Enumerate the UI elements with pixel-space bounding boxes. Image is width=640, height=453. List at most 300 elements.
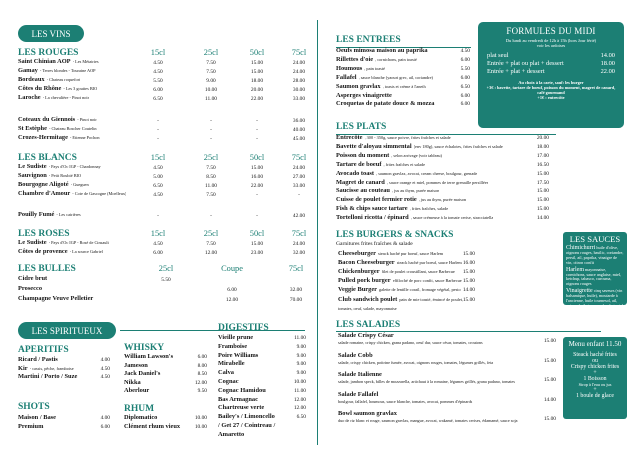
menu-item <box>336 143 526 152</box>
wine-name: Prosecco <box>18 285 43 292</box>
item-price: 14.00 <box>462 287 475 294</box>
item-desc: , toasts et crème à l'aneth <box>382 83 426 89</box>
sauces-title: LES SAUCES <box>569 234 621 244</box>
sauce-item <box>566 289 624 309</box>
item-desc: , selon arrivage (voir tableau) <box>391 152 442 158</box>
wine-desc: - Chateau roquefort <box>46 77 81 82</box>
wine-price: 12.00 <box>204 249 218 256</box>
formules-title: FORMULES DU MIDI <box>506 26 596 36</box>
enfant-l5: 1 Boisson <box>583 376 607 382</box>
salade-desc: salade, crispy chicken, poitrine fumée, avocat, oignons rouges, tomates, légumes grillés, feta <box>338 359 494 365</box>
item-name: Rillettes d'oie <box>336 55 374 63</box>
burgers-title: LES BURGERS & SNACKS <box>336 230 454 240</box>
wine-price: 24.00 <box>292 68 306 75</box>
wine-price: 32.00 <box>289 286 303 293</box>
menu-item <box>336 161 526 170</box>
salade-price: 15.00 <box>543 338 556 344</box>
wine-price: 15.00 <box>250 68 264 75</box>
salade-desc: salade romaine, crispy chicken, grana padano, oeuf dur, sauce césar, tomates, croutons <box>338 340 483 345</box>
item-name: Aberlour <box>124 387 150 395</box>
item-price: 11.00 <box>294 335 306 341</box>
wine-price: 4.50 <box>153 68 163 75</box>
item-name: Bailey's / Limoncello <box>218 413 275 421</box>
item-desc: filet de poulet croustillant, sauce Barbecue <box>381 269 455 275</box>
item-name: Chickenburger <box>338 268 380 276</box>
wine-row <box>18 239 146 248</box>
item-name: Houmous <box>336 64 363 72</box>
item-name: Tortelloni ricotta / épinard <box>336 214 409 222</box>
wine-price: 24.00 <box>292 59 306 66</box>
enfant-box <box>563 337 627 419</box>
wine-price: 4.50 <box>153 164 163 171</box>
formules-line2: voir les ardoises <box>536 43 566 48</box>
salade-name: Salade Fallafel <box>338 390 379 398</box>
wine-desc: - La source Gabriel <box>69 249 103 254</box>
wine-desc: - Les 3 gouttes BIO <box>63 86 98 91</box>
item-desc: steack haché pur boeuf, sauce Harlem <box>396 260 462 266</box>
item-name: Fish & chips sauce tartare <box>336 205 408 213</box>
item-price: 9.50 <box>197 388 207 395</box>
item-price: 18.00 <box>536 143 549 150</box>
item-price: 8.00 <box>197 362 207 369</box>
formule-row <box>483 68 619 76</box>
item-name: Asperges vinaigrette <box>336 91 392 99</box>
salade-name: Salade Italienne <box>338 371 382 378</box>
item-desc: , saumon gravlax, avocat, cream cheese, boulgour, grenade <box>376 170 478 176</box>
item-desc: , jus au thym, purée maison <box>391 188 440 194</box>
item-price: 15.00 <box>536 170 549 177</box>
item-desc: , sauce orange et miel, pommes de terre grenaille persillées <box>386 179 489 185</box>
item-price: 6.50 <box>460 83 470 90</box>
item-name: Ricard / Pastis <box>18 356 58 363</box>
wine-desc: - La chevalière - Pinot noir <box>42 95 90 100</box>
item-name: Poisson du moment <box>336 151 390 159</box>
wine-price: 4.50 <box>153 191 163 198</box>
item-price: 17.50 <box>536 179 549 186</box>
item-name: Jameson <box>124 361 148 369</box>
sauce-item <box>566 268 624 288</box>
wine-price: 30.00 <box>292 86 306 93</box>
wine-price: 45.00 <box>292 135 306 142</box>
item-price: 15.00 <box>462 251 475 257</box>
item-name: Bacon Cheeseburger <box>338 259 395 267</box>
item-price: 15.00 <box>462 269 475 276</box>
item-price: 15.00 <box>536 206 549 213</box>
salade-price: 15.00 <box>543 377 556 383</box>
wine-price: - <box>256 191 258 198</box>
wine-col-header: 25cl <box>203 229 219 238</box>
wine-price: 7.50 <box>206 164 216 171</box>
item-name: Magret de canard <box>336 178 385 186</box>
wine-row <box>18 134 146 143</box>
blancs-title: LES BLANCS <box>18 153 77 163</box>
plats-title: LES PLATS <box>336 122 387 132</box>
wine-price: - <box>298 191 300 198</box>
wine-price: 6.00 <box>153 249 163 256</box>
item-desc: , pain toasté <box>364 65 385 71</box>
item-name: Chartreuse verte <box>218 404 265 412</box>
item-name: Poire Williams <box>218 351 259 359</box>
item-price: 10.00 <box>194 423 207 430</box>
formule-price: 22.00 <box>600 68 615 75</box>
wine-row <box>18 85 146 94</box>
wine-price: 32.00 <box>292 249 306 256</box>
wine-price: - <box>256 135 258 142</box>
wine-col-header: 25cl <box>203 153 219 162</box>
item-desc: pain de mie toasté, émincé de poulet, <box>399 296 464 302</box>
item-desc: galette de lentille corail, fromage végétal, pesto <box>379 287 461 293</box>
wine-name: Chambre d'Amour <box>18 190 71 197</box>
item-name: Bas Armagnac <box>218 395 258 403</box>
menu-item <box>336 152 526 161</box>
wine-price: 42.00 <box>292 212 306 219</box>
item-desc: effiloché de porc confit, sauce Barbecue <box>392 278 462 284</box>
item-name: / Get 27 / Cointreau / <box>218 422 276 429</box>
wine-price: 40.00 <box>292 126 306 133</box>
item-price: 9.00 <box>296 352 306 359</box>
wine-name: Crozes-Hermitage <box>18 134 68 141</box>
item-price: 12.00 <box>293 405 306 412</box>
salade-price: 15.00 <box>543 357 556 364</box>
enfant-l6: Sirop à l'eau ou jus <box>578 382 612 387</box>
wine-name: Bordeaux <box>18 76 45 83</box>
wine-name: St Estèphe <box>18 125 47 132</box>
item-price: 4.50 <box>100 374 110 381</box>
item-desc: steack haché pur boeuf, sauce Harlem <box>377 251 444 256</box>
item-desc: - cassis, pêche, framboise <box>29 365 74 371</box>
wine-price: 36.00 <box>292 117 306 124</box>
wine-price: 7.50 <box>206 59 216 66</box>
wine-desc: - Les Métairies <box>72 59 99 64</box>
salade-name: Bowl saumon gravlax <box>338 410 397 417</box>
wine-name: Côtes de provence <box>18 248 68 255</box>
wine-price: - <box>157 117 159 124</box>
item-price: 11.00 <box>294 387 306 394</box>
enfant-l4: + <box>593 370 597 376</box>
item-desc: , frites fraîches, salade <box>409 206 449 212</box>
wine-price: - <box>210 135 212 142</box>
burgers-note: tomates, oeuf, salade, mayonnaise <box>338 306 397 311</box>
wine-price: 22.00 <box>250 95 264 102</box>
sauce-desc: cinq saveurs (vin balsamique, huile), moutarde à l'ancienne, huile tournesol, ail, poivre, huile tournesol, sel et miel <box>566 288 624 308</box>
wine-col-header: 75cl <box>291 48 307 57</box>
wine-name: Le Sudiste <box>18 239 47 246</box>
item-name: Entrecôte <box>336 134 363 141</box>
item-price: 4.00 <box>100 415 110 421</box>
wine-desc: - Pays d'Oc IGP - Rosé de Cinsault <box>48 240 109 245</box>
wine-row <box>18 58 146 67</box>
menu-item <box>336 205 526 214</box>
formule-row <box>483 52 619 60</box>
item-name: Vieille prune <box>218 334 254 341</box>
item-name: Oeufs mimosa maison au paprika <box>336 47 428 54</box>
item-desc: , cornichons, pain toasté <box>375 56 417 62</box>
menu-item <box>218 431 300 440</box>
wine-desc: - Pinot noir <box>77 117 97 122</box>
wine-desc: - Gueguen <box>70 182 89 187</box>
item-name: Saucisse au couteau <box>336 187 390 195</box>
menu-item <box>336 196 526 205</box>
wine-price: 8.50 <box>206 173 216 180</box>
wine-col-header: 75cl <box>291 229 307 238</box>
wine-price: - <box>210 117 212 124</box>
wine-price: - <box>256 126 258 133</box>
spiritueux-header: LES SPIRITUEUX <box>18 322 116 339</box>
sauce-desc: mayonnaise, cornichons, sauce anglaise, miel, ketchup, tabasco, curcuma, oignons rouges <box>566 266 622 287</box>
item-price: 10.00 <box>194 415 207 421</box>
roses-title: LES ROSES <box>18 229 70 239</box>
wine-name: Côtes du Rhône <box>18 85 62 92</box>
wine-price: - <box>157 212 159 219</box>
wine-col-header: 50cl <box>249 229 265 238</box>
sauces-list <box>566 246 624 309</box>
wine-price: 15.00 <box>250 164 264 171</box>
salade-desc: boulgour, fallafel, houmous, sauce blanche, tomates, avocat, pommes d'épinards <box>338 398 473 404</box>
item-price: 6.00 <box>197 354 207 360</box>
wine-name: Sauvignon <box>18 172 47 179</box>
item-name: Fallafel <box>336 73 357 81</box>
item-name: Tartare de boeuf <box>336 160 382 168</box>
wine-col-header: 75cl <box>288 264 304 273</box>
item-price: 6.00 <box>460 101 470 108</box>
item-price: 6.50 <box>296 414 306 421</box>
wine-row <box>18 248 146 257</box>
wine-name: Laroche <box>18 94 41 101</box>
wine-price: 12.00 <box>225 296 239 303</box>
wine-price: - <box>256 212 258 219</box>
formules-box <box>478 22 624 128</box>
item-name: Pulled pork burger <box>338 277 391 285</box>
salade-desc: duo de riz blanc et rouge, saumon gravlax, mangue, avocat, wakamé, tomates cerises, édamamé, sauce soja <box>338 418 518 423</box>
item-price: 10.00 <box>293 379 306 385</box>
wine-price: 5.50 <box>161 276 171 283</box>
formule-price: 14.00 <box>600 52 615 59</box>
wine-price: 20.00 <box>250 86 264 93</box>
wine-col-header: Coupe <box>221 264 243 273</box>
wine-price: 24.00 <box>292 240 306 247</box>
wine-row <box>18 94 146 103</box>
wine-col-header: 25cl <box>203 48 219 57</box>
formules-items <box>483 52 619 76</box>
wine-price: 16.00 <box>250 173 264 180</box>
item-name: Club sandwich poulet <box>338 295 398 303</box>
item-price: 6.00 <box>460 74 470 81</box>
wine-row <box>18 181 146 190</box>
wine-price: 6.50 <box>153 182 163 189</box>
item-desc: , sauce crémeuse à la tomate cerise, stracciatella <box>410 215 494 221</box>
wine-price: - <box>210 126 212 133</box>
wine-col-header: 50cl <box>249 48 265 57</box>
item-price: 6.00 <box>100 423 110 430</box>
item-name: Jack Daniel's <box>124 370 161 378</box>
wine-row <box>18 67 146 76</box>
item-price: 15.00 <box>536 188 549 195</box>
sauce-name: Harlem <box>566 266 584 273</box>
menu-item <box>218 422 300 431</box>
column-divider <box>317 20 318 445</box>
formule-name: plat seul <box>487 52 509 59</box>
item-desc: , frites fraîches et salade <box>383 161 426 167</box>
vins-header: LES VINS <box>18 25 84 42</box>
wine-row <box>18 285 146 294</box>
item-price: 4.50 <box>100 365 110 372</box>
wine-col-header: 75cl <box>291 153 307 162</box>
shots-title: SHOTS <box>18 402 50 412</box>
salade-name: Salade Crispy César <box>338 332 394 339</box>
menu-item <box>336 179 526 188</box>
formule-name: Entrée + plat + dessert <box>487 68 545 75</box>
item-name: Cognac Hamidou <box>218 386 266 394</box>
wine-price: 4.50 <box>153 240 163 247</box>
wine-row <box>18 116 146 125</box>
wine-price: 11.00 <box>205 95 217 102</box>
wine-price: 15.00 <box>250 240 264 247</box>
wine-row <box>18 275 146 284</box>
item-desc: (env 180g), sauce échalotes, frites fraîches et salade <box>413 143 503 149</box>
item-price: 12.00 <box>293 396 306 403</box>
item-name: William Lawson's <box>124 353 174 360</box>
wine-desc: - Chateau Boscher Coutelin <box>48 126 97 131</box>
wine-desc: - Pays d'Oc IGP - Chardonnay <box>48 164 101 169</box>
wine-col-header: 25cl <box>158 264 174 273</box>
formules-note3: +1€ : entrecôte <box>537 95 565 101</box>
item-name: Croquetas de patate douce & mozza <box>336 100 435 108</box>
wine-col-header: 15cl <box>150 153 166 162</box>
salade-name: Salade Cobb <box>338 351 373 359</box>
wine-price: 9.00 <box>206 77 216 84</box>
item-price: 9.00 <box>296 361 306 368</box>
whisky-title: WHISKY <box>124 343 165 353</box>
wine-price: 10.00 <box>204 86 218 93</box>
wine-price: 33.00 <box>292 182 306 189</box>
item-price: 4.50 <box>460 48 470 54</box>
item-name: Avocado toast <box>336 169 375 177</box>
formules-line1: Du lundi au vendredi de 12h à 15h (hors Jour férié) <box>505 38 597 43</box>
wine-name: Gamay <box>18 67 38 74</box>
item-name: Martini / Porto / Suze <box>18 373 78 381</box>
wine-price: 33.00 <box>292 95 306 102</box>
wine-price: - <box>256 117 258 124</box>
formules-note2: +3€ : bavette, tartare de boeuf, poisson du moment, magret de canard, café gourmand <box>486 85 616 96</box>
item-price: 14.00 <box>536 215 549 222</box>
enfant-title: Menu enfant 11.50 <box>568 340 622 348</box>
item-name: Kir <box>18 364 28 372</box>
wine-name: Cidre brut <box>18 275 48 282</box>
wine-row <box>18 76 146 85</box>
item-price: 20.00 <box>536 135 549 141</box>
wine-name: Coteaux du Giennois <box>18 116 76 123</box>
item-price: 5.50 <box>460 65 470 72</box>
item-price: 16.00 <box>462 260 475 267</box>
sauce-name: Chimichurri <box>566 245 596 251</box>
wine-col-header: 15cl <box>150 48 166 57</box>
wine-row <box>18 125 146 134</box>
wine-price: - <box>210 212 212 219</box>
item-price: 17.00 <box>536 152 549 159</box>
item-price: 9.00 <box>296 370 306 377</box>
item-name: Saumon gravlax <box>336 82 381 90</box>
wine-price: 6.50 <box>153 95 163 102</box>
menu-item <box>336 170 526 179</box>
item-name: Bavette d'aloyau simmental <box>336 142 412 150</box>
digestifs-title: DIGESTIFS <box>218 323 269 333</box>
wine-price: 28.00 <box>292 77 306 84</box>
sauce-desc: huile d'olive, oignons rouges, basilic, coriandre, persil, ail, paprika, vinaigre de vin, citron confit <box>566 245 624 265</box>
entrees-title: LES ENTREES <box>336 35 401 45</box>
aperitifs-title: APERITIFS <box>18 345 69 355</box>
wine-price: 24.00 <box>292 164 306 171</box>
item-name: Cognac <box>218 378 239 385</box>
wine-price: 70.00 <box>289 296 303 303</box>
item-name: Framboise <box>218 342 248 350</box>
wine-price: 15.00 <box>250 59 264 66</box>
item-price: 16.50 <box>536 161 549 168</box>
item-name: Veggie Burger <box>338 286 377 294</box>
enfant-l3: Crispy chicken frites <box>570 364 620 370</box>
item-name: Cheeseburger <box>338 250 376 257</box>
item-price: 12.00 <box>194 379 207 386</box>
menu-item <box>336 134 526 143</box>
wine-name: Champagne Veuve Pelletier <box>18 295 94 302</box>
wine-name: Saint Chinian AOP <box>18 58 71 65</box>
wine-name: Le Sudiste <box>18 163 47 170</box>
wine-desc: - Etienne Pochon <box>69 135 100 140</box>
item-price: 6.00 <box>460 56 470 63</box>
bulles-title: LES BULLES <box>18 264 76 274</box>
item-price: 8.50 <box>197 371 207 378</box>
salades-title: LES SALADES <box>336 320 401 330</box>
wine-price: 7.50 <box>206 240 216 247</box>
item-price: 15.00 <box>536 197 549 204</box>
item-price: 15.00 <box>462 278 475 285</box>
item-price: 6.00 <box>460 92 470 99</box>
formule-price: 18.00 <box>600 60 615 67</box>
sauces-box <box>563 232 627 308</box>
item-name: Clément rhum vieux <box>124 422 181 430</box>
sauce-item <box>566 246 624 266</box>
spiritueux-divider <box>120 330 305 331</box>
wine-price: 4.50 <box>153 59 163 66</box>
item-name: Nikka <box>124 378 141 386</box>
rhum-title: RHUM <box>124 404 155 414</box>
salade-price: 14.00 <box>543 396 556 403</box>
wine-price: 23.00 <box>250 249 264 256</box>
burgers-subtitle: Garnitures frites fraîches & salade <box>336 241 413 247</box>
item-name: Cuisse de poulet fermier rotie <box>336 196 417 204</box>
wine-price: 6.00 <box>227 286 237 293</box>
wine-col-header: 50cl <box>249 153 265 162</box>
item-name: Premium <box>18 422 44 430</box>
wine-price: 5.50 <box>153 77 163 84</box>
wine-row <box>18 190 146 199</box>
wine-col-header: 15cl <box>150 229 166 238</box>
item-name: Diplomatico <box>124 414 158 421</box>
wine-name: Pouilly Fumé <box>18 211 55 218</box>
wine-name: Bourgogne Aligoté <box>18 181 69 188</box>
item-desc: , 300 - 350g, sauce poivre, frites fraîches et salade <box>364 135 451 140</box>
item-price: 4.00 <box>100 357 110 363</box>
wine-price: 7.50 <box>206 191 216 198</box>
wine-price: 11.00 <box>205 182 217 189</box>
wine-desc: - Petit Roubié BIO <box>48 173 82 178</box>
wine-price: 5.00 <box>153 173 163 180</box>
item-name: Mirabelle <box>218 360 245 368</box>
item-name: Calva <box>218 369 234 377</box>
wine-price: 18.00 <box>250 77 264 84</box>
menu-item <box>336 187 526 196</box>
enfant-l1: Steack haché frites <box>573 352 617 358</box>
formule-name: Entrée + plat ou plat + dessert <box>487 60 564 67</box>
